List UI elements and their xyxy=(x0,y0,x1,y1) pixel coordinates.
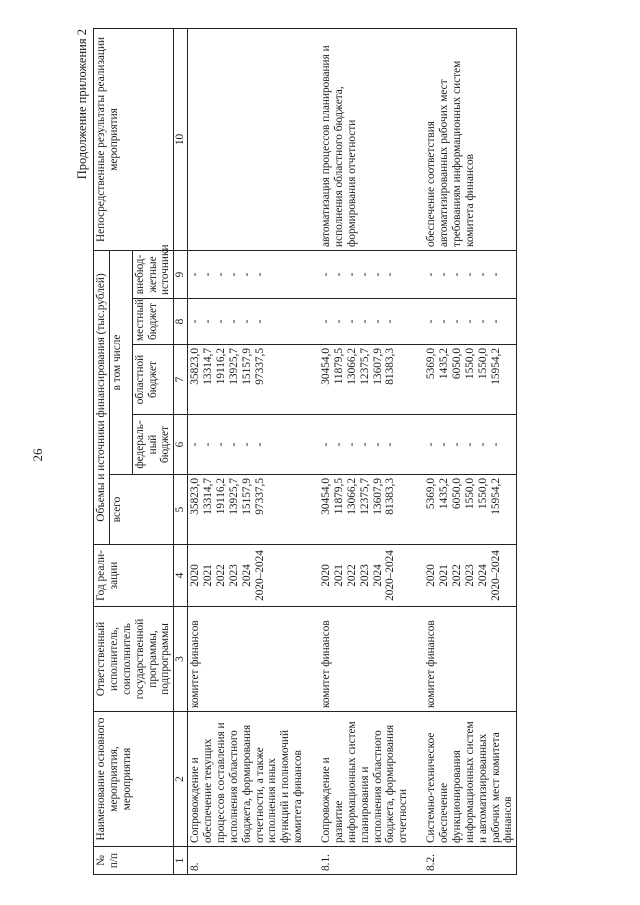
column-number: 6 xyxy=(174,415,188,475)
column-number: 8 xyxy=(174,299,188,345)
row-regional-value: 13314,7 xyxy=(202,348,214,385)
row-federal-value: - xyxy=(189,442,202,447)
rotated-page-content xyxy=(75,25,570,875)
row-result: обеспечение соответствия автоматизированных рабочих мест требованиям информационных систем комитета финансов xyxy=(411,28,517,250)
row-federal-value: - xyxy=(320,442,332,447)
row-years-value: 2021 xyxy=(202,564,214,587)
header-year: Год реали-зации xyxy=(94,545,174,607)
row-name: Сопровождение и обеспечение текущих процессов составления и исполнения областного бюджета, формирования отчетности, а также исполнения иных функций и полномочий комитета финансов xyxy=(188,712,306,847)
row-local xyxy=(306,299,411,345)
row-years xyxy=(411,545,517,607)
row-total-value: 1550,0 xyxy=(476,478,489,510)
row-regional xyxy=(188,345,306,415)
row-years-value: 2023 xyxy=(358,564,371,587)
row-responsible: комитет финансов xyxy=(188,607,306,712)
row-extrabudget-value: - xyxy=(358,272,371,277)
row-total-value: 13607,9 xyxy=(371,478,384,515)
row-local-value: - xyxy=(320,319,332,324)
row-extrabudget-value: - xyxy=(253,272,266,277)
row-years-value: 2022 xyxy=(214,564,227,587)
row-local-value: - xyxy=(463,319,476,324)
row-federal-value: - xyxy=(240,442,253,447)
row-years-value: 2022 xyxy=(345,564,358,587)
row-federal-value: - xyxy=(227,442,240,447)
row-local-value: - xyxy=(214,319,227,324)
row-federal-value: - xyxy=(345,442,358,447)
row-federal-value: - xyxy=(371,442,384,447)
column-number: 9 xyxy=(174,250,188,298)
row-total-value: 12375,7 xyxy=(358,478,371,515)
row-total-value: 81383,3 xyxy=(384,478,397,515)
row-local-value: - xyxy=(450,319,463,324)
row-years-value: 2020–2024 xyxy=(253,550,266,601)
row-regional xyxy=(411,345,517,415)
row-total-value: 13925,7 xyxy=(227,478,240,515)
row-total-value: 5369,0 xyxy=(425,478,438,510)
row-years-value: 2020 xyxy=(425,564,438,587)
row-total-value: 97337,5 xyxy=(253,478,266,515)
row-federal-value: - xyxy=(438,442,450,447)
row-local-value: - xyxy=(371,319,384,324)
row-name: Системно-техническое обеспечение функционирования информационных систем и автоматизированных рабочих мест комитета финансов xyxy=(411,712,517,847)
row-regional-value: 19116,2 xyxy=(214,348,227,385)
row-local-value: - xyxy=(253,319,266,324)
row-years-value: 2024 xyxy=(476,564,489,587)
row-regional-value: 1435,2 xyxy=(438,348,450,380)
row-local-value: - xyxy=(358,319,371,324)
row-years-value: 2020–2024 xyxy=(384,550,397,601)
row-extrabudget-value: - xyxy=(371,272,384,277)
table-header xyxy=(94,28,188,874)
row-total-value: 1550,0 xyxy=(463,478,476,510)
row-local-value: - xyxy=(345,319,358,324)
header-in-that-number: в том числе xyxy=(109,250,132,474)
table-row xyxy=(188,28,306,874)
row-federal-value: - xyxy=(214,442,227,447)
page-number: 26 xyxy=(30,448,45,462)
row-extrabudget-value: - xyxy=(450,272,463,277)
row-result xyxy=(188,28,306,250)
header-funding: Объемы и источники финансирования (тыс.рублей) xyxy=(94,250,110,544)
row-total xyxy=(306,475,411,545)
row-total-value: 30454,0 xyxy=(320,478,332,515)
row-extrabudget xyxy=(411,250,517,298)
row-years-value: 2021 xyxy=(438,564,450,587)
row-total-value: 11879,5 xyxy=(332,478,345,515)
row-federal xyxy=(188,415,306,475)
row-total xyxy=(188,475,306,545)
row-local-value: - xyxy=(240,319,253,324)
row-federal-value: - xyxy=(384,442,397,447)
row-extrabudget-value: - xyxy=(240,272,253,277)
row-federal-value: - xyxy=(450,442,463,447)
row-extrabudget-value: - xyxy=(438,272,450,277)
row-regional-value: 97337,5 xyxy=(253,348,266,385)
column-number: 4 xyxy=(174,545,188,607)
row-federal-value: - xyxy=(253,442,266,447)
table-body xyxy=(188,28,517,874)
row-years-value: 2024 xyxy=(371,564,384,587)
row-federal-value: - xyxy=(425,442,438,447)
header-num: № п/п xyxy=(94,847,174,875)
row-total-value: 6050,0 xyxy=(450,478,463,510)
row-total xyxy=(411,475,517,545)
row-extrabudget-value: - xyxy=(476,272,489,277)
row-extrabudget-value: - xyxy=(189,272,202,277)
column-number: 10 xyxy=(174,28,188,250)
row-regional-value: 35823,0 xyxy=(189,348,202,385)
row-extrabudget-value: - xyxy=(345,272,358,277)
row-years-value: 2023 xyxy=(227,564,240,587)
row-local-value: - xyxy=(438,319,450,324)
column-number: 1 xyxy=(174,847,188,875)
row-regional xyxy=(306,345,411,415)
row-local-value: - xyxy=(384,319,397,324)
row-years xyxy=(188,545,306,607)
row-local-value: - xyxy=(332,319,345,324)
row-federal-value: - xyxy=(202,442,214,447)
row-regional-value: 11879,5 xyxy=(332,348,345,385)
row-regional-value: 5369,0 xyxy=(425,348,438,380)
row-years-value: 2022 xyxy=(450,564,463,587)
column-number: 2 xyxy=(174,712,188,847)
row-local xyxy=(411,299,517,345)
table-row xyxy=(306,28,411,874)
column-number: 5 xyxy=(174,475,188,545)
row-federal xyxy=(411,415,517,475)
row-regional-value: 81383,3 xyxy=(384,348,397,385)
row-federal xyxy=(306,415,411,475)
row-years-value: 2020 xyxy=(189,564,202,587)
row-extrabudget-value: - xyxy=(320,272,332,277)
column-number: 7 xyxy=(174,345,188,415)
row-total-value: 35823,0 xyxy=(189,478,202,515)
row-extrabudget-value: - xyxy=(332,272,345,277)
row-extrabudget-value: - xyxy=(384,272,397,277)
header-result: Непосредственные результаты реализации мероприятия xyxy=(94,28,174,250)
row-extrabudget-value: - xyxy=(214,272,227,277)
row-total-value: 19116,2 xyxy=(214,478,227,515)
row-extrabudget-value: - xyxy=(463,272,476,277)
row-regional-value: 1550,0 xyxy=(463,348,476,380)
row-extrabudget-value: - xyxy=(202,272,214,277)
header-total: всего xyxy=(109,475,173,545)
row-years-value: 2020 xyxy=(320,564,332,587)
row-local xyxy=(188,299,306,345)
row-extrabudget-value: - xyxy=(425,272,438,277)
row-regional-value: 12375,7 xyxy=(358,348,371,385)
row-federal-value: - xyxy=(358,442,371,447)
row-total-value: 15157,9 xyxy=(240,478,253,515)
row-local-value: - xyxy=(425,319,438,324)
row-responsible: комитет финансов xyxy=(411,607,517,712)
row-years xyxy=(306,545,411,607)
row-extrabudget xyxy=(188,250,306,298)
row-result: автоматизация процессов планирования и исполнения областного бюджета, формирования отчетности xyxy=(306,28,411,250)
column-number-row xyxy=(174,28,188,874)
row-local-value: - xyxy=(189,319,202,324)
row-federal-value: - xyxy=(332,442,345,447)
row-regional-value: 13066,2 xyxy=(345,348,358,385)
row-years-value: 2020–2024 xyxy=(489,550,502,601)
row-total-value: 15954,2 xyxy=(489,478,502,515)
header-local: местный бюджет xyxy=(132,299,174,345)
column-number: 3 xyxy=(174,607,188,712)
row-years-value: 2023 xyxy=(463,564,476,587)
header-extrabudget: внебюд-жетные источники xyxy=(132,250,174,298)
row-regional-value: 15157,9 xyxy=(240,348,253,385)
row-local-value: - xyxy=(227,319,240,324)
row-number: 8. xyxy=(188,847,306,875)
row-extrabudget xyxy=(306,250,411,298)
row-total-value: 1435,2 xyxy=(438,478,450,510)
row-extrabudget-value: - xyxy=(227,272,240,277)
row-years-value: 2024 xyxy=(240,564,253,587)
row-name: Сопровождение и развитие информационных систем планирования и исполнения областного бюджета, формирования отчетности xyxy=(306,712,411,847)
row-regional-value: 15954,2 xyxy=(489,348,502,385)
row-federal-value: - xyxy=(476,442,489,447)
row-years-value: 2021 xyxy=(332,564,345,587)
row-regional-value: 13925,7 xyxy=(227,348,240,385)
table-row xyxy=(411,28,517,874)
header-regional: областной бюджет xyxy=(132,345,174,415)
row-number: 8.1. xyxy=(306,847,411,875)
row-regional-value: 13607,9 xyxy=(371,348,384,385)
header-name: Наименование основного мероприятия, мероприятия xyxy=(94,712,174,847)
funding-table xyxy=(93,28,517,875)
row-number: 8.2. xyxy=(411,847,517,875)
row-extrabudget-value: - xyxy=(489,272,502,277)
row-regional-value: 1550,0 xyxy=(476,348,489,380)
header-federal: федераль-ный бюджет xyxy=(132,415,174,475)
row-federal-value: - xyxy=(463,442,476,447)
row-regional-value: 30454,0 xyxy=(320,348,332,385)
row-local-value: - xyxy=(489,319,502,324)
header-responsible: Ответственный исполнитель, соисполнитель государственной программы, подпрограммы xyxy=(94,607,174,712)
row-total-value: 13066,2 xyxy=(345,478,358,515)
row-responsible: комитет финансов xyxy=(306,607,411,712)
row-total-value: 13314,7 xyxy=(202,478,214,515)
row-federal-value: - xyxy=(489,442,502,447)
row-local-value: - xyxy=(476,319,489,324)
row-local-value: - xyxy=(202,319,214,324)
appendix-label: Продолжение приложения 2 xyxy=(75,29,89,180)
row-regional-value: 6050,0 xyxy=(450,348,463,380)
